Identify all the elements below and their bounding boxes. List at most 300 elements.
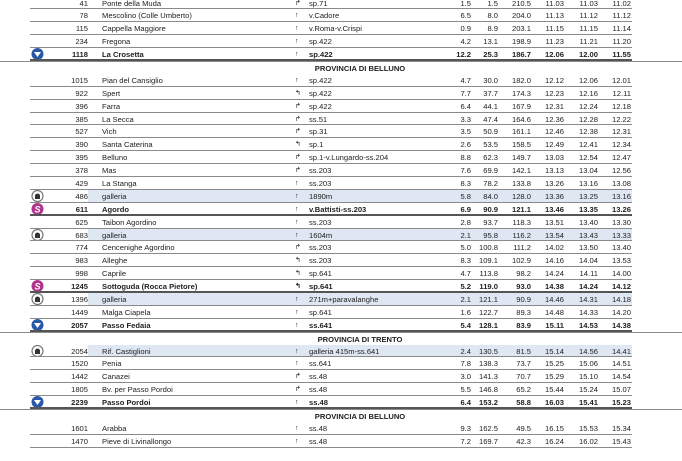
time-slow: 14.00 bbox=[611, 269, 631, 279]
altitude: 1805 bbox=[71, 385, 88, 395]
tunnel-icon bbox=[31, 229, 44, 241]
time-slow: 13.26 bbox=[611, 204, 631, 214]
km-remaining: 167.9 bbox=[511, 101, 531, 111]
direction-straight-icon: ↑ bbox=[295, 347, 299, 355]
road: 1890m bbox=[309, 191, 333, 201]
table-row bbox=[0, 138, 682, 151]
location-name: La Stanga bbox=[102, 178, 137, 188]
time-fast: 14.48 bbox=[544, 307, 564, 317]
km-partial: 3.5 bbox=[460, 127, 471, 137]
location-name: Caprile bbox=[102, 269, 127, 279]
time-medium: 16.02 bbox=[578, 436, 598, 446]
time-slow: 13.33 bbox=[611, 230, 631, 240]
table-row bbox=[0, 203, 682, 216]
km-remaining: 111.2 bbox=[513, 243, 531, 253]
km-progressive: 53.5 bbox=[483, 140, 498, 150]
time-fast: 16.24 bbox=[544, 436, 564, 446]
time-slow: 15.43 bbox=[611, 436, 631, 446]
km-remaining: 81.5 bbox=[516, 346, 531, 356]
time-slow: 12.47 bbox=[611, 153, 631, 163]
time-medium: 14.24 bbox=[578, 282, 598, 292]
altitude: 1442 bbox=[71, 372, 88, 382]
time-slow: 15.23 bbox=[611, 398, 631, 408]
time-medium: 15.24 bbox=[578, 385, 598, 395]
direction-left-icon: ↰ bbox=[295, 270, 301, 278]
direction-straight-icon: ↑ bbox=[295, 205, 299, 213]
road: sp.1-v.Lungardo-ss.204 bbox=[309, 153, 389, 163]
km-remaining: 204.0 bbox=[511, 11, 531, 21]
time-fast: 13.03 bbox=[544, 153, 564, 163]
km-remaining: 149.7 bbox=[511, 153, 531, 163]
time-medium: 13.04 bbox=[578, 166, 598, 176]
time-slow: 12.11 bbox=[612, 88, 631, 98]
time-fast: 11.15 bbox=[545, 24, 564, 34]
gpm-icon bbox=[31, 48, 44, 60]
time-fast: 12.23 bbox=[544, 88, 564, 98]
km-partial: 12.2 bbox=[456, 50, 471, 60]
km-progressive: 69.9 bbox=[483, 166, 498, 176]
time-medium: 14.31 bbox=[578, 294, 598, 304]
direction-right-icon: ↱ bbox=[295, 0, 301, 7]
time-fast: 13.13 bbox=[544, 166, 564, 176]
road: ss.48 bbox=[309, 385, 328, 395]
table-row bbox=[0, 0, 682, 9]
km-partial: 7.8 bbox=[460, 359, 471, 369]
location-name: Pian del Cansiglio bbox=[102, 75, 163, 85]
time-fast: 14.24 bbox=[544, 269, 564, 279]
time-medium: 12.41 bbox=[578, 140, 598, 150]
direction-straight-icon: ↑ bbox=[295, 179, 299, 187]
km-remaining: 73.7 bbox=[516, 359, 531, 369]
table-row bbox=[0, 100, 682, 113]
altitude: 429 bbox=[75, 178, 88, 188]
km-progressive: 30.0 bbox=[483, 75, 498, 85]
km-partial: 0.9 bbox=[460, 24, 471, 34]
km-partial: 7.6 bbox=[460, 166, 471, 176]
time-medium: 13.40 bbox=[578, 217, 598, 227]
km-progressive: 119.0 bbox=[479, 282, 498, 292]
km-remaining: 93.0 bbox=[516, 282, 531, 292]
km-partial: 1.5 bbox=[460, 0, 471, 8]
km-progressive: 84.0 bbox=[483, 191, 498, 201]
time-medium: 14.04 bbox=[578, 256, 598, 266]
km-progressive: 8.0 bbox=[487, 11, 498, 21]
location-name: Passo Fedaia bbox=[102, 320, 151, 330]
time-slow: 11.14 bbox=[612, 24, 631, 34]
road: ss.48 bbox=[309, 372, 328, 382]
km-remaining: 198.9 bbox=[511, 37, 531, 47]
table-row bbox=[0, 22, 682, 35]
time-slow: 12.34 bbox=[611, 140, 631, 150]
km-progressive: 78.2 bbox=[483, 178, 498, 188]
time-medium: 14.53 bbox=[578, 320, 598, 330]
tunnel-icon bbox=[31, 293, 44, 305]
sprint-icon bbox=[31, 280, 44, 292]
time-slow: 11.02 bbox=[612, 0, 631, 8]
table-row bbox=[0, 35, 682, 48]
road: ss.48 bbox=[309, 398, 329, 408]
location-name: Passo Pordoi bbox=[102, 398, 151, 408]
km-progressive: 100.8 bbox=[478, 243, 498, 253]
km-partial: 3.3 bbox=[460, 114, 471, 124]
province-header bbox=[0, 332, 682, 345]
road: sp.71 bbox=[309, 0, 328, 8]
table-row bbox=[0, 435, 682, 448]
direction-right-icon: ↱ bbox=[295, 167, 301, 175]
province-label: PROVINCIA DI TRENTO bbox=[317, 334, 403, 344]
table-row bbox=[0, 306, 682, 319]
time-medium: 12.06 bbox=[578, 75, 598, 85]
direction-straight-icon: ↑ bbox=[295, 424, 299, 432]
km-partial: 6.4 bbox=[460, 101, 471, 111]
time-slow: 15.34 bbox=[611, 423, 631, 433]
km-progressive: 95.8 bbox=[483, 230, 498, 240]
km-progressive: 153.2 bbox=[478, 398, 498, 408]
time-fast: 14.02 bbox=[544, 243, 564, 253]
altitude: 234 bbox=[75, 37, 88, 47]
time-fast: 12.46 bbox=[544, 127, 564, 137]
km-remaining: 118.3 bbox=[512, 217, 531, 227]
km-progressive: 62.3 bbox=[483, 153, 498, 163]
table-row bbox=[0, 345, 682, 358]
table-row bbox=[0, 87, 682, 100]
km-progressive: 162.5 bbox=[478, 423, 498, 433]
road: sp.422 bbox=[309, 37, 332, 47]
road: sp.641 bbox=[309, 307, 332, 317]
time-fast: 13.26 bbox=[544, 178, 564, 188]
table-row bbox=[0, 319, 682, 332]
time-medium: 11.15 bbox=[579, 24, 598, 34]
table-row bbox=[0, 74, 682, 87]
time-slow: 13.30 bbox=[611, 217, 631, 227]
road: ss.641 bbox=[309, 320, 333, 330]
km-remaining: 83.9 bbox=[516, 320, 531, 330]
km-partial: 1.6 bbox=[460, 307, 471, 317]
road: sp.422 bbox=[309, 50, 333, 60]
location-name: Pieve di Livinallongo bbox=[102, 436, 172, 446]
km-remaining: 142.1 bbox=[511, 166, 531, 176]
km-partial: 2.4 bbox=[460, 346, 471, 356]
km-remaining: 133.8 bbox=[511, 178, 531, 188]
time-fast: 14.16 bbox=[544, 256, 564, 266]
time-fast: 11.03 bbox=[545, 0, 564, 8]
km-progressive: 93.7 bbox=[483, 217, 498, 227]
road: ss.48 bbox=[309, 436, 328, 446]
altitude: 1396 bbox=[71, 294, 88, 304]
km-partial: 8.8 bbox=[460, 153, 471, 163]
road: galleria 415m-ss.641 bbox=[309, 346, 380, 356]
km-remaining: 128.0 bbox=[511, 191, 531, 201]
km-remaining: 116.2 bbox=[512, 230, 531, 240]
direction-right-icon: ↱ bbox=[295, 102, 301, 110]
time-medium: 15.10 bbox=[578, 372, 598, 382]
location-name: Taibon Agordino bbox=[102, 217, 157, 227]
km-progressive: 37.7 bbox=[483, 88, 498, 98]
km-partial: 5.2 bbox=[460, 282, 471, 292]
direction-straight-icon: ↑ bbox=[295, 25, 299, 33]
direction-right-icon: ↱ bbox=[295, 244, 301, 252]
gpm-icon bbox=[31, 319, 44, 331]
road: sp.1 bbox=[309, 140, 324, 150]
km-progressive: 130.5 bbox=[478, 346, 498, 356]
direction-straight-icon: ↑ bbox=[295, 12, 299, 20]
location-name: Malga Ciapela bbox=[102, 307, 151, 317]
time-medium: 12.28 bbox=[578, 114, 598, 124]
location-name: La Secca bbox=[102, 114, 134, 124]
time-slow: 14.12 bbox=[611, 282, 631, 292]
altitude: 611 bbox=[75, 204, 88, 214]
location-name: galleria bbox=[102, 294, 127, 304]
km-partial: 7.2 bbox=[460, 436, 471, 446]
time-medium: 13.43 bbox=[578, 230, 598, 240]
direction-straight-icon: ↑ bbox=[295, 437, 299, 445]
location-name: Santa Caterina bbox=[102, 140, 153, 150]
time-medium: 12.54 bbox=[578, 153, 598, 163]
time-medium: 14.33 bbox=[578, 307, 598, 317]
location-name: Canazei bbox=[102, 372, 130, 382]
km-remaining: 121.1 bbox=[511, 204, 531, 214]
table-row bbox=[0, 383, 682, 396]
km-partial: 8.3 bbox=[460, 256, 471, 266]
table-row bbox=[0, 151, 682, 164]
time-slow: 14.18 bbox=[611, 294, 631, 304]
km-remaining: 70.7 bbox=[516, 372, 531, 382]
km-partial: 2.6 bbox=[460, 140, 471, 150]
km-partial: 4.7 bbox=[460, 75, 471, 85]
direction-right-icon: ↱ bbox=[295, 115, 301, 123]
location-name: Cappella Maggiore bbox=[102, 24, 166, 34]
location-name: Vich bbox=[102, 127, 117, 137]
altitude: 1449 bbox=[71, 307, 88, 317]
location-name: Agordo bbox=[102, 204, 129, 214]
altitude: 115 bbox=[75, 24, 88, 34]
altitude: 1015 bbox=[71, 75, 88, 85]
road: 271m+paravalanghe bbox=[309, 294, 379, 304]
km-partial: 5.0 bbox=[460, 243, 471, 253]
direction-straight-icon: ↑ bbox=[295, 295, 299, 303]
direction-straight-icon: ↑ bbox=[295, 192, 299, 200]
road: sp.422 bbox=[309, 75, 332, 85]
direction-straight-icon: ↑ bbox=[295, 231, 299, 239]
time-slow: 11.20 bbox=[612, 37, 631, 47]
table-row bbox=[0, 370, 682, 383]
time-slow: 11.55 bbox=[612, 50, 631, 60]
km-partial: 9.3 bbox=[460, 423, 471, 433]
location-name: Fregona bbox=[102, 37, 131, 47]
province-label: PROVINCIA DI BELLUNO bbox=[314, 412, 406, 421]
time-slow: 13.16 bbox=[611, 191, 631, 201]
time-slow: 12.22 bbox=[611, 114, 631, 124]
location-name: Spert bbox=[102, 88, 121, 98]
table-row bbox=[0, 48, 682, 61]
location-name: Farra bbox=[102, 101, 121, 111]
km-progressive: 169.7 bbox=[478, 436, 498, 446]
province-label: PROVINCIA DI BELLUNO bbox=[314, 63, 406, 73]
km-progressive: 113.8 bbox=[479, 269, 498, 279]
direction-straight-icon: ↑ bbox=[295, 76, 299, 84]
km-progressive: 128.1 bbox=[478, 320, 498, 330]
km-remaining: 89.3 bbox=[516, 307, 531, 317]
km-partial: 5.4 bbox=[460, 320, 471, 330]
km-progressive: 50.9 bbox=[483, 127, 498, 137]
time-fast: 12.36 bbox=[544, 114, 564, 124]
time-fast: 13.51 bbox=[544, 217, 564, 227]
tunnel-icon bbox=[31, 190, 44, 202]
altitude: 385 bbox=[75, 114, 88, 124]
time-slow: 12.56 bbox=[611, 166, 631, 176]
time-slow: 13.40 bbox=[611, 243, 631, 253]
km-partial: 4.7 bbox=[460, 269, 471, 279]
altitude: 486 bbox=[75, 191, 88, 201]
table-row bbox=[0, 267, 682, 280]
km-remaining: 42.3 bbox=[516, 436, 531, 446]
km-remaining: 158.5 bbox=[511, 140, 531, 150]
km-partial: 2.8 bbox=[460, 217, 471, 227]
time-slow: 13.08 bbox=[611, 178, 631, 188]
km-remaining: 90.9 bbox=[516, 294, 531, 304]
road: sp.422 bbox=[309, 88, 332, 98]
time-slow: 14.54 bbox=[611, 372, 631, 382]
km-progressive: 138.3 bbox=[478, 359, 498, 369]
direction-straight-icon: ↑ bbox=[295, 51, 299, 59]
km-progressive: 122.7 bbox=[478, 307, 498, 317]
altitude: 1118 bbox=[71, 50, 88, 60]
km-partial: 6.4 bbox=[460, 398, 471, 408]
time-medium: 15.41 bbox=[578, 398, 598, 408]
road: v.Roma-v.Crispi bbox=[309, 24, 362, 34]
time-fast: 16.15 bbox=[544, 423, 564, 433]
province-header bbox=[0, 409, 682, 422]
km-remaining: 174.3 bbox=[511, 88, 531, 98]
time-fast: 12.06 bbox=[544, 50, 564, 60]
altitude: 998 bbox=[75, 269, 88, 279]
km-partial: 5.8 bbox=[460, 191, 471, 201]
road: ss.203 bbox=[309, 256, 332, 266]
time-medium: 13.35 bbox=[578, 204, 598, 214]
direction-straight-icon: ↑ bbox=[295, 360, 299, 368]
location-name: Rif. Castiglioni bbox=[102, 346, 151, 356]
time-slow: 15.07 bbox=[611, 385, 631, 395]
km-partial: 8.3 bbox=[460, 178, 471, 188]
road: 1604m bbox=[309, 230, 333, 240]
road: sp.31 bbox=[309, 127, 328, 137]
time-slow: 14.20 bbox=[611, 307, 631, 317]
time-fast: 12.49 bbox=[544, 140, 564, 150]
direction-left-icon: ↰ bbox=[295, 257, 301, 265]
km-progressive: 47.4 bbox=[483, 114, 498, 124]
time-medium: 11.12 bbox=[579, 11, 598, 21]
km-remaining: 164.6 bbox=[511, 114, 531, 124]
road: ss.203 bbox=[309, 243, 332, 253]
direction-right-icon: ↱ bbox=[295, 373, 301, 381]
km-remaining: 210.5 bbox=[511, 0, 531, 8]
time-fast: 13.46 bbox=[544, 204, 564, 214]
table-row bbox=[0, 422, 682, 435]
km-progressive: 8.9 bbox=[487, 24, 498, 34]
table-row bbox=[0, 229, 682, 242]
location-name: Ponte della Muda bbox=[102, 0, 162, 8]
table-row bbox=[0, 396, 682, 409]
altitude: 2057 bbox=[71, 320, 88, 330]
table-row bbox=[0, 177, 682, 190]
altitude: 1245 bbox=[71, 282, 88, 292]
road: sp.641 bbox=[309, 282, 333, 292]
direction-straight-icon: ↑ bbox=[295, 308, 299, 316]
time-medium: 12.00 bbox=[578, 50, 598, 60]
time-fast: 12.12 bbox=[544, 75, 564, 85]
km-partial: 7.7 bbox=[460, 88, 471, 98]
time-medium: 13.50 bbox=[578, 243, 598, 253]
altitude: 78 bbox=[79, 11, 88, 21]
altitude: 390 bbox=[75, 140, 88, 150]
km-partial: 3.0 bbox=[460, 372, 471, 382]
time-medium: 11.21 bbox=[579, 37, 598, 47]
altitude: 396 bbox=[75, 101, 88, 111]
svg-text:S: S bbox=[34, 281, 41, 292]
km-remaining: 186.7 bbox=[511, 50, 531, 60]
km-partial: 6.5 bbox=[460, 11, 471, 21]
km-partial: 4.2 bbox=[460, 37, 471, 47]
road: ss.203 bbox=[309, 178, 332, 188]
direction-left-icon: ↰ bbox=[295, 283, 301, 291]
time-slow: 13.53 bbox=[611, 256, 631, 266]
time-fast: 14.38 bbox=[544, 282, 564, 292]
time-slow: 11.12 bbox=[612, 11, 631, 21]
time-fast: 13.36 bbox=[544, 191, 564, 201]
km-remaining: 49.5 bbox=[516, 423, 531, 433]
table-row bbox=[0, 293, 682, 306]
altitude: 2239 bbox=[71, 398, 88, 408]
location-name: La Crosetta bbox=[102, 50, 144, 60]
road: ss.203 bbox=[309, 166, 332, 176]
location-name: Penia bbox=[102, 359, 122, 369]
direction-straight-icon: ↑ bbox=[295, 38, 299, 46]
time-fast: 15.11 bbox=[545, 320, 564, 330]
direction-straight-icon: ↑ bbox=[295, 321, 299, 329]
km-remaining: 102.9 bbox=[511, 256, 531, 266]
road: ss.48 bbox=[309, 423, 328, 433]
km-progressive: 1.5 bbox=[487, 0, 498, 8]
direction-right-icon: ↱ bbox=[295, 386, 301, 394]
direction-straight-icon: ↑ bbox=[295, 399, 299, 407]
km-progressive: 90.9 bbox=[483, 204, 498, 214]
direction-right-icon: ↱ bbox=[295, 128, 301, 136]
altitude: 1520 bbox=[71, 359, 88, 369]
time-fast: 12.31 bbox=[544, 101, 564, 111]
direction-right-icon: ↱ bbox=[295, 154, 301, 162]
time-medium: 11.03 bbox=[579, 0, 598, 8]
time-slow: 14.51 bbox=[611, 359, 631, 369]
time-fast: 13.54 bbox=[544, 230, 564, 240]
direction-left-icon: ↰ bbox=[295, 141, 301, 149]
time-slow: 14.38 bbox=[611, 320, 631, 330]
location-name: Belluno bbox=[102, 153, 128, 163]
time-medium: 12.16 bbox=[578, 88, 598, 98]
km-remaining: 98.2 bbox=[516, 269, 531, 279]
tunnel-icon bbox=[31, 345, 44, 357]
km-progressive: 141.3 bbox=[478, 372, 498, 382]
location-name: Bv. per Passo Pordoi bbox=[102, 385, 173, 395]
km-progressive: 25.3 bbox=[483, 50, 498, 60]
table-row bbox=[0, 254, 682, 267]
km-partial: 2.1 bbox=[460, 294, 471, 304]
altitude: 2054 bbox=[71, 346, 88, 356]
altitude: 378 bbox=[75, 166, 88, 176]
altitude: 41 bbox=[79, 0, 88, 8]
table-row bbox=[0, 241, 682, 254]
time-fast: 14.46 bbox=[544, 294, 564, 304]
road: ss.51 bbox=[309, 114, 328, 124]
